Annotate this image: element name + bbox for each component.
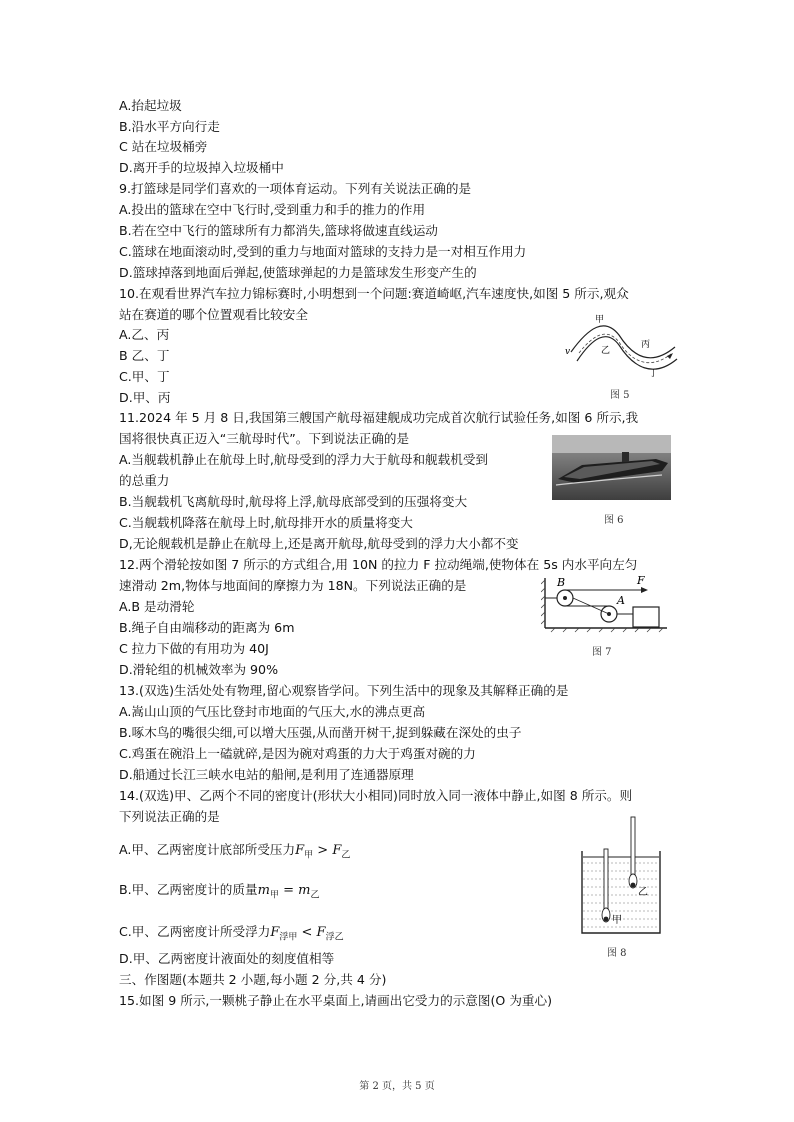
fig5-label-jia: 甲: [595, 315, 605, 325]
fig5-label-v: v: [565, 347, 571, 357]
figure-7-caption: 图 7: [592, 647, 612, 658]
q13-option-c: C.鸡蛋在碗沿上一磕就碎,是因为碗对鸡蛋的力大于鸡蛋对碗的力: [119, 746, 476, 761]
q11-option-a-line1: A.当舰载机静止在航母上时,航母受到的浮力大于航母和舰载机受到: [119, 452, 489, 467]
q10-stem-line1: 10.在观看世界汽车拉力锦标赛时,小明想到一个问题:赛道崎岖,汽车速度快,如图 5 所示,观众: [119, 286, 629, 301]
q10-option-c: C.甲、丁: [119, 369, 170, 384]
q12-option-b: B.绳子自由端移动的距离为 6m: [119, 620, 295, 635]
figure-8-hydrometers: [578, 815, 664, 937]
q13-option-d: D.船通过长江三峡水电站的船闸,是利用了连通器原理: [119, 767, 414, 782]
q8-option-d: D.离开手的垃圾掉入垃圾桶中: [119, 160, 284, 175]
figure-6-carrier-photo: [552, 435, 671, 500]
figure-5-race-track: [563, 309, 683, 381]
q13-option-a: A.嵩山山顶的气压比登封市地面的气压大,水的沸点更高: [119, 704, 426, 719]
q9-option-b: B.若在空中飞行的篮球所有力都消失,篮球将做速直线运动: [119, 223, 438, 238]
q11-stem-line1: 11.2024 年 5 月 8 日,我国第三艘国产航母福建舰成功完成首次航行试验任务,如图 6 所示,我: [119, 410, 639, 425]
q11-option-d: D,无论舰载机是静止在航母上,还是离开航母,航母受到的浮力大小都不变: [119, 536, 519, 551]
fig7-label-b: B: [557, 576, 566, 589]
q12-stem-line1: 12.两个滑轮按如图 7 所示的方式组合,用 10N 的拉力 F 拉动绳端,使物体在 5s 内水平向左匀: [119, 557, 638, 572]
q9-stem: 9.打篮球是同学们喜欢的一项体育运动。下列有关说法正确的是: [119, 181, 472, 196]
figure-6-caption: 图 6: [604, 515, 624, 526]
q11-option-c: C.当舰载机降落在航母上时,航母排开水的质量将变大: [119, 515, 413, 530]
q11-option-b: B.当舰载机飞离航母时,航母将上浮,航母底部受到的压强将变大: [119, 494, 468, 509]
q12-option-c: C 拉力下做的有用功为 40J: [119, 641, 269, 656]
fig5-label-yi: 乙: [601, 346, 611, 356]
q8-option-b: B.沿水平方向行走: [119, 119, 220, 134]
q14-option-a: A.甲、乙两密度计底部所受压力$F_甲 > F_乙$: [119, 842, 351, 861]
figure-5-caption: 图 5: [610, 390, 630, 401]
figure-8-caption: 图 8: [607, 948, 627, 959]
q9-option-d: D.篮球掉落到地面后弹起,使篮球弹起的力是篮球发生形变产生的: [119, 265, 477, 280]
q12-stem-line2: 速滑动 2m,物体与地面间的摩擦力为 18N。下列说法正确的是: [119, 578, 467, 593]
section-3-heading: 三、作图题(本题共 2 小题,每小题 2 分,共 4 分): [119, 972, 387, 987]
q13-stem: 13.(双选)生活处处有物理,留心观察皆学问。下列生活中的现象及其解释正确的是: [119, 683, 569, 698]
q11-stem-line2: 国将很快真正迈入“三航母时代”。下到说法正确的是: [119, 431, 410, 446]
fig5-label-ding: 丁: [649, 369, 659, 379]
q12-option-d: D.滑轮组的机械效率为 90%: [119, 662, 279, 677]
q10-option-b: B 乙、丁: [119, 348, 170, 363]
fig7-label-f: F: [637, 574, 645, 587]
fig7-label-a: A: [617, 594, 625, 607]
q14-option-d: D.甲、乙两密度计液面处的刻度值相等: [119, 951, 335, 966]
q12-option-a: A.B 是动滑轮: [119, 599, 195, 614]
q8-option-c: C 站在垃圾桶旁: [119, 139, 208, 154]
q9-option-c: C.篮球在地面滚动时,受到的重力与地面对篮球的支持力是一对相互作用力: [119, 244, 527, 259]
fig8-label-yi: 乙: [638, 887, 648, 898]
q13-option-b: B.啄木鸟的嘴很尖细,可以增大压强,从而凿开树干,捉到躲藏在深处的虫子: [119, 725, 522, 740]
q14-stem-line2: 下列说法正确的是: [119, 809, 220, 824]
q11-option-a-line2: 的总重力: [119, 473, 170, 488]
q10-stem-line2: 站在赛道的哪个位置观看比较安全: [119, 307, 308, 322]
page-footer: 第 2 页，共 5 页: [359, 1081, 435, 1092]
figure-7-pulley-system: [541, 572, 669, 634]
q8-option-a: A.抬起垃圾: [119, 98, 182, 113]
q15-stem: 15.如图 9 所示,一颗桃子静止在水平桌面上,请画出它受力的示意图(O 为重心): [119, 993, 553, 1008]
q14-option-b: B.甲、乙两密度计的质量$m_甲 = m_乙$: [119, 882, 320, 901]
q9-option-a: A.投出的篮球在空中飞行时,受到重力和手的推力的作用: [119, 202, 426, 217]
fig8-label-jia: 甲: [612, 915, 622, 926]
q10-option-a: A.乙、丙: [119, 327, 170, 342]
q10-option-d: D.甲、丙: [119, 390, 171, 405]
q14-option-c: C.甲、乙两密度计所受浮力$F_{浮甲} < F_{浮乙}$: [119, 924, 344, 943]
fig5-label-bing: 丙: [641, 340, 651, 350]
q14-stem-line1: 14.(双选)甲、乙两个不同的密度计(形状大小相同)同时放入同一液体中静止,如图 8 所示。则: [119, 788, 633, 803]
